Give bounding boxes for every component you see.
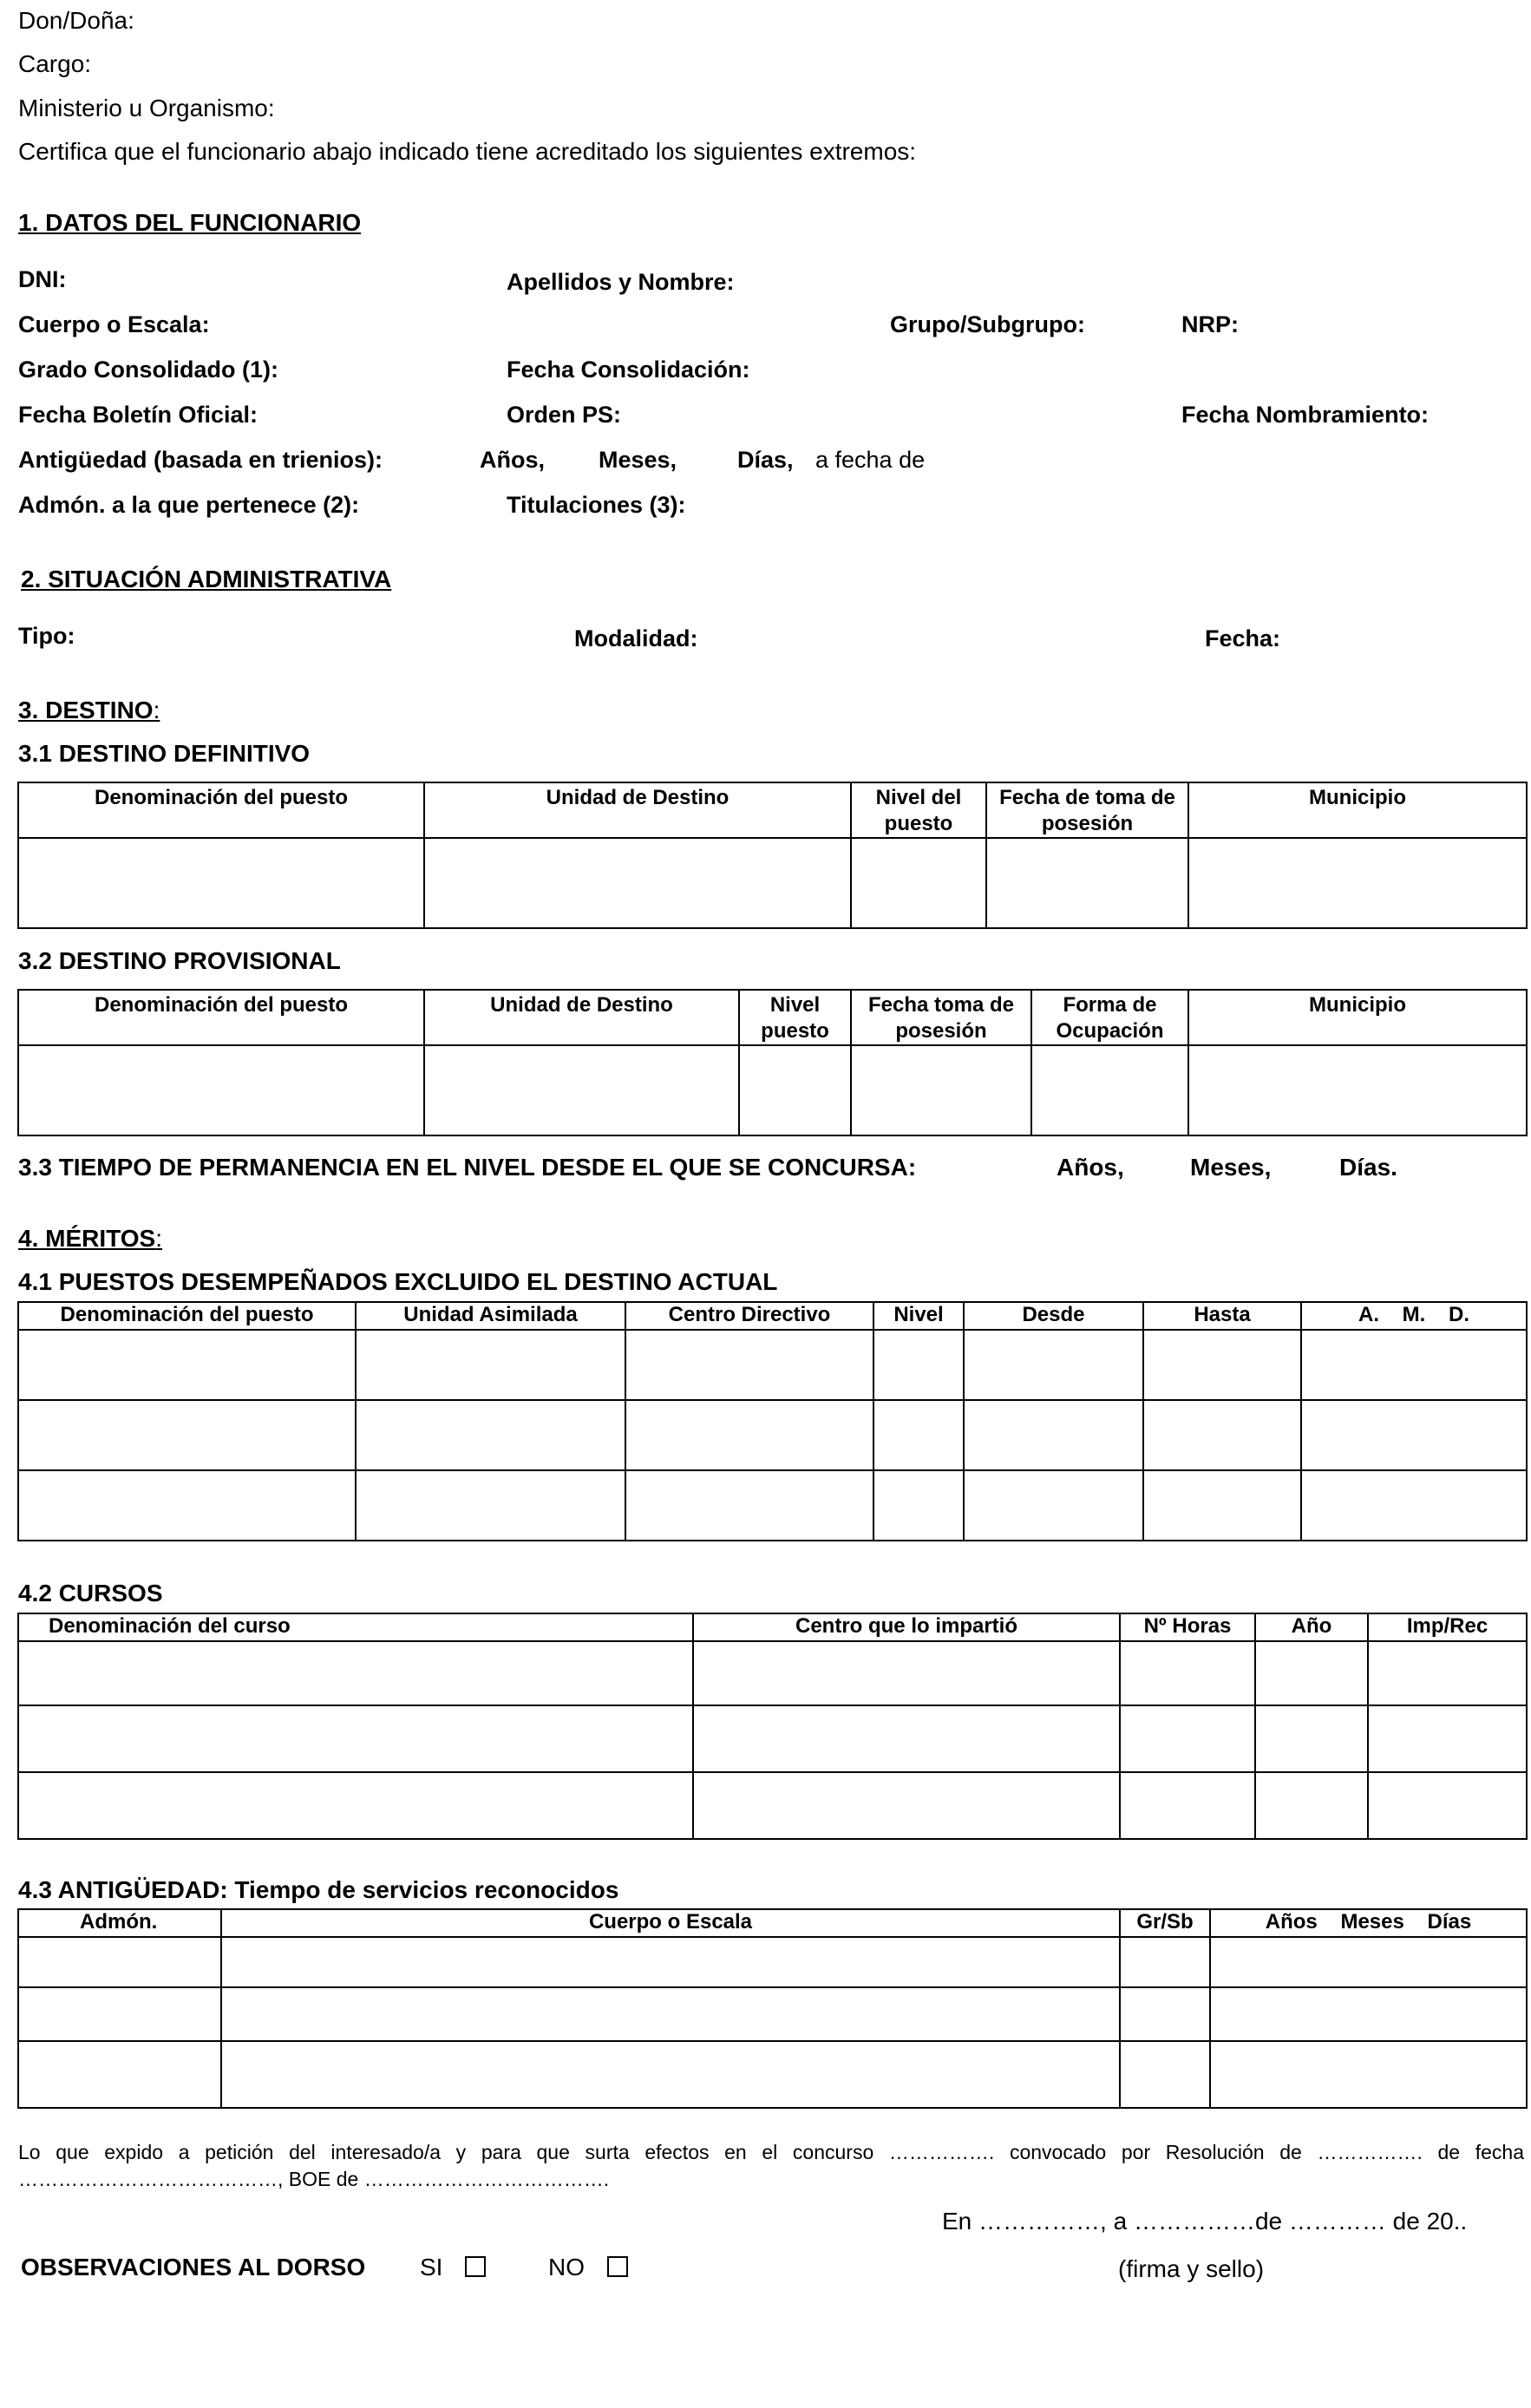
don-label: Don/Doña:: [18, 7, 134, 34]
table-cell[interactable]: [1301, 1330, 1527, 1400]
table-cell[interactable]: [18, 2041, 221, 2108]
table-row: [18, 1045, 1527, 1135]
no-checkbox[interactable]: [607, 2256, 628, 2277]
table-header: Imp/Rec: [1368, 1613, 1527, 1641]
permanencia-dias: Días.: [1339, 1154, 1397, 1181]
table-header: Denominación del puesto: [18, 990, 424, 1045]
table-cell[interactable]: [18, 1045, 424, 1135]
table-cell[interactable]: [1120, 1641, 1255, 1705]
grado-label: Grado Consolidado (1):: [18, 357, 278, 383]
section-1-title: 1. DATOS DEL FUNCIONARIO: [18, 209, 362, 236]
table-cell[interactable]: [1210, 1987, 1527, 2041]
table-cell[interactable]: [1143, 1330, 1301, 1400]
table-cell[interactable]: [1188, 838, 1527, 928]
apellidos-label: Apellidos y Nombre:: [507, 269, 735, 295]
table-header: A. M. D.: [1301, 1302, 1527, 1330]
table-header: Nivel puesto: [739, 990, 851, 1045]
table-cell[interactable]: [1368, 1705, 1527, 1772]
a-fecha-label: a fecha de: [815, 447, 926, 473]
table-cell[interactable]: [739, 1045, 851, 1135]
table-cell[interactable]: [873, 1470, 964, 1541]
table-row: [18, 1705, 1527, 1772]
fecha-consolidacion-label: Fecha Consolidación:: [507, 357, 750, 383]
table-cell[interactable]: [1301, 1400, 1527, 1470]
table-cell[interactable]: [964, 1400, 1143, 1470]
orden-ps-label: Orden PS:: [507, 402, 622, 428]
cargo-label: Cargo:: [18, 50, 92, 77]
table-cell[interactable]: [1143, 1470, 1301, 1541]
table-cell[interactable]: [1120, 1705, 1255, 1772]
table-cell[interactable]: [18, 1400, 356, 1470]
table-header: Nivel: [873, 1302, 964, 1330]
permanencia-meses: Meses,: [1190, 1154, 1272, 1181]
table-cell[interactable]: [1120, 2041, 1210, 2108]
no-label: NO: [548, 2254, 585, 2280]
si-checkbox[interactable]: [465, 2256, 486, 2277]
table-cell[interactable]: [1188, 1045, 1527, 1135]
expido-text: Lo que expido a petición del interesado/a y para que surta efectos en el concurso ……………. convocado por Resolución de ……………. de fecha …………………………………, BOE de ……………………………….: [18, 2141, 1524, 2190]
ministerio-label: Ministerio u Organismo:: [18, 95, 275, 121]
table-cell[interactable]: [625, 1470, 873, 1541]
table-cell[interactable]: [1368, 1641, 1527, 1705]
table-cell[interactable]: [1120, 1987, 1210, 2041]
permanencia-label: 3.3 TIEMPO DE PERMANENCIA EN EL NIVEL DESDE EL QUE SE CONCURSA:: [18, 1154, 917, 1181]
certifica-text: Certifica que el funcionario abajo indicado tiene acreditado los siguientes extremos:: [18, 138, 917, 165]
section-3-title-text: 3. DESTINO: [18, 697, 154, 723]
table-cell[interactable]: [18, 838, 424, 928]
table-header: Centro que lo impartió: [693, 1613, 1120, 1641]
table-row: [18, 838, 1527, 928]
table-row: [18, 2041, 1527, 2108]
table-header: Fecha toma de posesión: [851, 990, 1031, 1045]
table-row: [18, 1987, 1527, 2041]
table-header: Admón.: [18, 1909, 221, 1937]
observaciones-label: OBSERVACIONES AL DORSO: [21, 2254, 366, 2280]
fecha-situacion-label: Fecha:: [1205, 625, 1281, 651]
section-4-title-text: 4. MÉRITOS: [18, 1225, 156, 1252]
table-header: Centro Directivo: [625, 1302, 873, 1330]
table-cell[interactable]: [356, 1400, 625, 1470]
table-header: Fecha de toma de posesión: [986, 782, 1188, 838]
table-cell[interactable]: [1143, 1400, 1301, 1470]
si-label: SI: [420, 2254, 443, 2280]
table-cell[interactable]: [221, 2041, 1120, 2108]
table-header: Hasta: [1143, 1302, 1301, 1330]
fecha-nombramiento-label: Fecha Nombramiento:: [1181, 402, 1430, 428]
table-cell[interactable]: [18, 1330, 356, 1400]
table-header: Denominación del curso: [18, 1613, 693, 1641]
table-row: [18, 1470, 1527, 1541]
table-cell[interactable]: [1255, 1641, 1368, 1705]
cursos-table: [17, 1613, 1528, 1840]
table-header: Cuerpo o Escala: [221, 1909, 1120, 1937]
table-header: Denominación del puesto: [18, 1302, 356, 1330]
table-cell[interactable]: [18, 1705, 693, 1772]
dias-label: Días,: [737, 447, 794, 473]
table-header: Municipio: [1188, 782, 1527, 838]
antiguedad-table: [17, 1908, 1528, 2109]
table-header: Gr/Sb: [1120, 1909, 1210, 1937]
table-row: [18, 1937, 1527, 1987]
nrp-label: NRP:: [1181, 311, 1239, 337]
section-2-title: 2. SITUACIÓN ADMINISTRATIVA: [21, 566, 392, 592]
table-cell[interactable]: [986, 838, 1188, 928]
table-header: Unidad de Destino: [424, 990, 739, 1045]
table-cell[interactable]: [873, 1330, 964, 1400]
grupo-label: Grupo/Subgrupo:: [890, 311, 1085, 337]
table-cell[interactable]: [1210, 2041, 1527, 2108]
firma-sello-label: (firma y sello): [1118, 2255, 1265, 2282]
puestos-table: [17, 1301, 1528, 1541]
table-cell[interactable]: [964, 1470, 1143, 1541]
table-row: [18, 1641, 1527, 1705]
table-header: Años Meses Días: [1210, 1909, 1527, 1937]
table-cell[interactable]: [851, 1045, 1031, 1135]
table-cell[interactable]: [1120, 1772, 1255, 1839]
table-header: Unidad Asimilada: [356, 1302, 625, 1330]
cursos-title: 4.2 CURSOS: [18, 1580, 163, 1606]
table-cell[interactable]: [1301, 1470, 1527, 1541]
table-cell[interactable]: [356, 1470, 625, 1541]
table-cell[interactable]: [18, 1937, 221, 1987]
destino-provisional-table: [17, 989, 1528, 1136]
tipo-label: Tipo:: [18, 623, 75, 649]
table-row: [18, 1400, 1527, 1470]
destino-provisional-title: 3.2 DESTINO PROVISIONAL: [18, 947, 341, 974]
table-cell[interactable]: [424, 1045, 739, 1135]
table-cell[interactable]: [1210, 1937, 1527, 1987]
table-cell[interactable]: [693, 1705, 1120, 1772]
table-cell[interactable]: [1255, 1772, 1368, 1839]
table-header: Nº Horas: [1120, 1613, 1255, 1641]
fecha-boletin-label: Fecha Boletín Oficial:: [18, 402, 258, 428]
cuerpo-label: Cuerpo o Escala:: [18, 311, 210, 337]
table-cell[interactable]: [18, 1641, 693, 1705]
table-cell[interactable]: [964, 1330, 1143, 1400]
table-cell[interactable]: [18, 1987, 221, 2041]
table-row: [18, 1330, 1527, 1400]
antiguedad-servicios-title: 4.3 ANTIGÜEDAD: Tiempo de servicios reconocidos: [18, 1876, 619, 1903]
table-cell[interactable]: [873, 1400, 964, 1470]
destino-definitivo-title: 3.1 DESTINO DEFINITIVO: [18, 740, 311, 767]
table-header: Denominación del puesto: [18, 782, 424, 838]
modalidad-label: Modalidad:: [574, 625, 698, 651]
table-header: Año: [1255, 1613, 1368, 1641]
table-cell[interactable]: [1255, 1705, 1368, 1772]
table-header: Nivel del puesto: [851, 782, 986, 838]
table-cell[interactable]: [625, 1400, 873, 1470]
table-cell[interactable]: [424, 838, 851, 928]
table-cell[interactable]: [1120, 1937, 1210, 1987]
table-header: Unidad de Destino: [424, 782, 851, 838]
table-header: Forma de Ocupación: [1031, 990, 1188, 1045]
antiguedad-label: Antigüedad (basada en trienios):: [18, 447, 383, 473]
table-cell[interactable]: [356, 1330, 625, 1400]
table-cell[interactable]: [693, 1641, 1120, 1705]
table-cell[interactable]: [851, 838, 986, 928]
meses-label: Meses,: [599, 447, 677, 473]
table-cell[interactable]: [1368, 1772, 1527, 1839]
table-cell[interactable]: [1031, 1045, 1188, 1135]
anos-label: Años,: [480, 447, 546, 473]
section-3-title: [18, 698, 160, 723]
destino-definitivo-table: [17, 782, 1528, 929]
table-header: Municipio: [1188, 990, 1527, 1045]
table-cell[interactable]: [18, 1470, 356, 1541]
table-header: Desde: [964, 1302, 1143, 1330]
section-4-colon: :: [155, 1225, 162, 1252]
lugar-fecha-line: En ……………, a ……………de ………… de 20..: [942, 2208, 1468, 2235]
table-cell[interactable]: [221, 1937, 1120, 1987]
table-cell[interactable]: [18, 1772, 693, 1839]
table-row: [18, 1772, 1527, 1839]
section-4-title: [18, 1227, 162, 1251]
section-3-colon: :: [153, 697, 160, 723]
table-cell[interactable]: [693, 1772, 1120, 1839]
permanencia-anos: Años,: [1057, 1154, 1124, 1181]
dni-label: DNI:: [18, 266, 67, 292]
admon-label: Admón. a la que pertenece (2):: [18, 492, 360, 518]
si-option[interactable]: [420, 2255, 486, 2280]
titulaciones-label: Titulaciones (3):: [507, 492, 686, 518]
table-cell[interactable]: [625, 1330, 873, 1400]
puestos-title: 4.1 PUESTOS DESEMPEÑADOS EXCLUIDO EL DESTINO ACTUAL: [18, 1268, 778, 1295]
table-cell[interactable]: [221, 1987, 1120, 2041]
no-option[interactable]: [548, 2255, 628, 2280]
